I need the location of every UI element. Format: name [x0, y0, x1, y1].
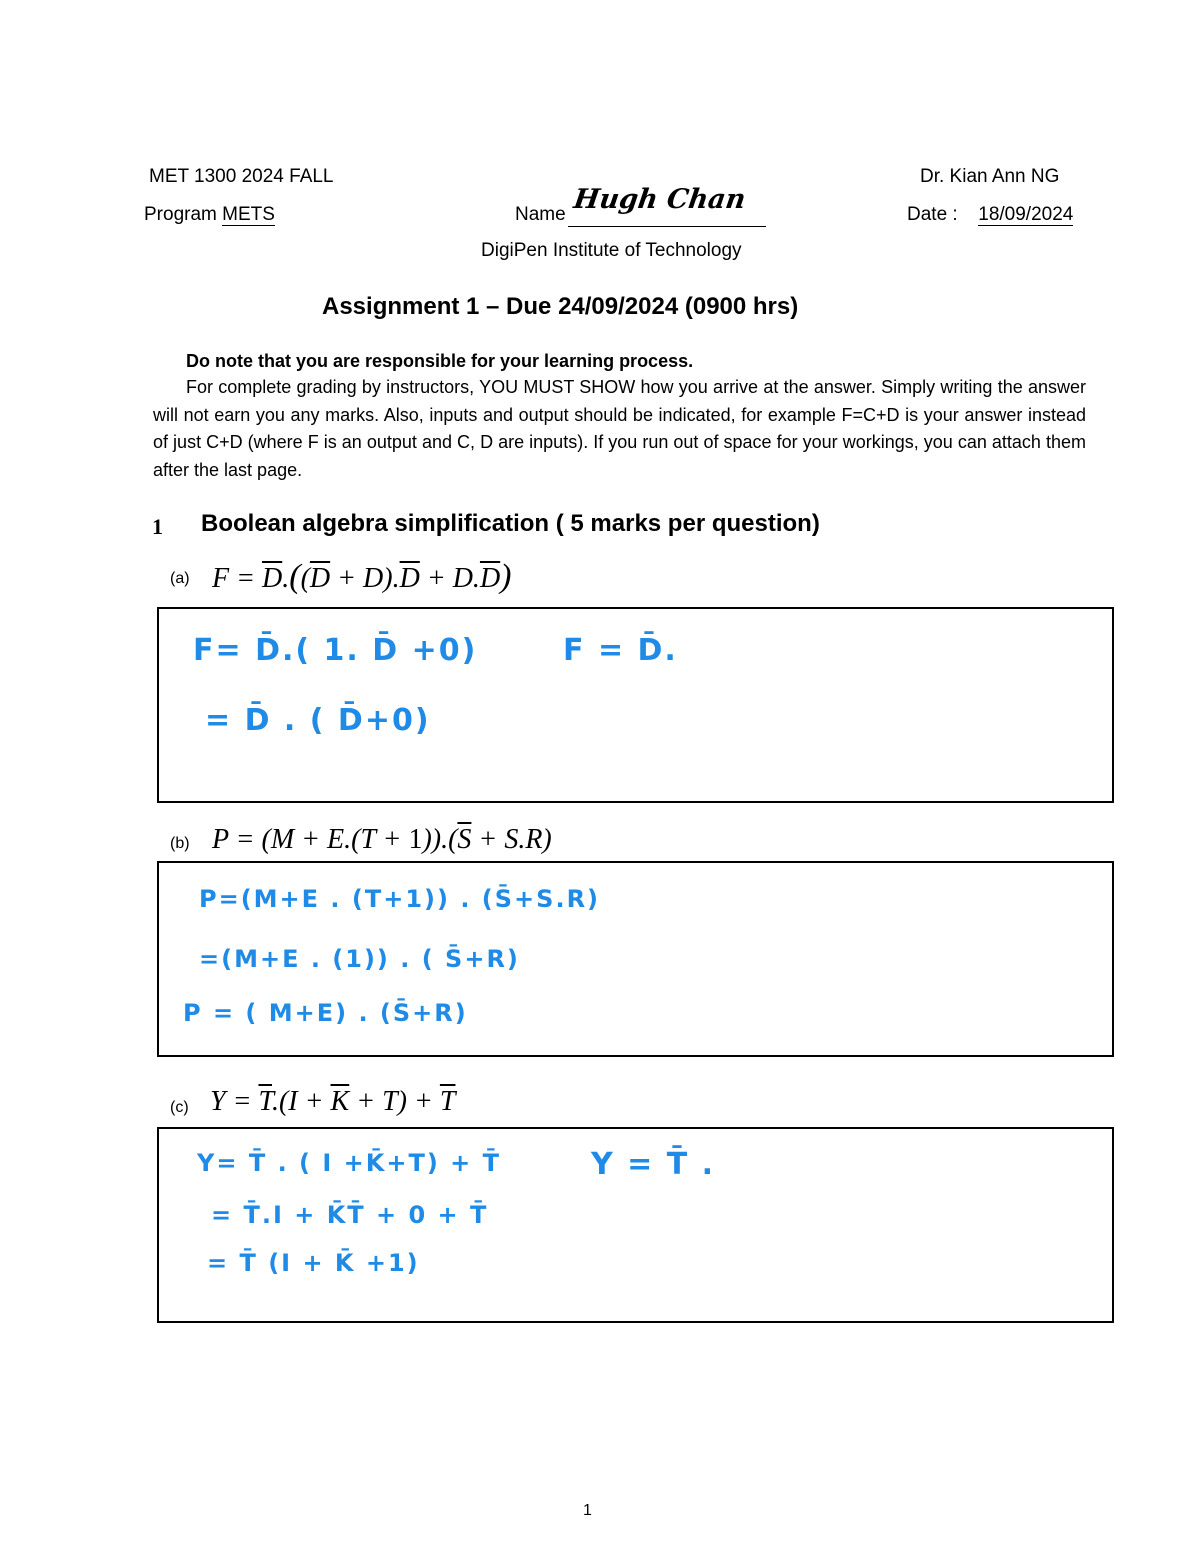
section-number: 1 [152, 514, 163, 539]
answer-a-line-2: = D̄ . ( D̄+0) [205, 703, 431, 738]
date-value: 18/09/2024 [978, 204, 1074, 225]
name-field [515, 204, 566, 226]
course-code: MET 1300 2024 FALL [149, 166, 334, 187]
answer-a-line-1: F= D̄.( 1. D̄ +0) [193, 633, 478, 668]
question-a-equation: $F = \overline{D}.((\overline{D} + D).\overline{D} + D.\overline{D})$ [212, 558, 512, 595]
answer-c-line-1: Y= T̄ . ( I +K̄+T) + T̄ [197, 1149, 501, 1177]
instructor-name: Dr. Kian Ann NG [920, 166, 1060, 187]
answer-box-a[interactable] [157, 607, 1114, 803]
section-title: Boolean algebra simplification ( 5 marks per question) [201, 510, 820, 537]
instructions-heading: Do note that you are responsible for your learning process. [186, 351, 694, 371]
instructions-paragraph: For complete grading by instructors, YOU MUST SHOW how you arrive at the answer. Simply writing the answer will not earn you any marks. Also, inputs and output should be indicated, for example F=C+D is your answer instead of just C+D (where F is an output and C, D are inputs). If you run out of space for your workings, you can attach them after the last page. [153, 377, 1086, 480]
date-field [907, 204, 1073, 226]
question-c-label: (c) [170, 1099, 189, 1116]
name-signature: Hugh Chan [571, 184, 748, 215]
question-c-equation: $Y = \overline{T}.(I + \overline{K} + T) + \overline{T}$ [210, 1086, 456, 1117]
question-b-equation: $P = (M + E.(T + 1)).(\overline{S} + S.R)$ [212, 824, 552, 855]
answer-b-line-3: P = ( M+E) . (S̄+R) [183, 999, 468, 1027]
program-value: METS [222, 204, 275, 225]
institute-name: DigiPen Institute of Technology [481, 240, 742, 261]
name-signature-line [568, 184, 766, 227]
answer-box-b[interactable] [157, 861, 1114, 1057]
page-number: 1 [583, 1502, 592, 1519]
name-label: Name [515, 204, 566, 225]
answer-b-line-2: =(M+E . (1)) . ( S̄+R) [199, 945, 520, 973]
answer-a-final: F = D̄. [563, 633, 678, 668]
date-label: Date : [907, 204, 958, 225]
answer-c-line-2: = T̄.I + K̄T̄ + 0 + T̄ [211, 1201, 489, 1229]
program-label: Program [144, 204, 217, 225]
assignment-title: Assignment 1 – Due 24/09/2024 (0900 hrs) [322, 293, 799, 320]
answer-box-c[interactable] [157, 1127, 1114, 1323]
question-a-label: (a) [170, 570, 190, 587]
answer-b-line-1: P=(M+E . (T+1)) . (S̄+S.R) [199, 885, 601, 913]
question-b-label: (b) [170, 835, 190, 852]
answer-c-final: Y = T̄ . [591, 1147, 716, 1182]
answer-c-line-3: = T̄ (I + K̄ +1) [207, 1249, 420, 1277]
program-field [144, 204, 275, 226]
